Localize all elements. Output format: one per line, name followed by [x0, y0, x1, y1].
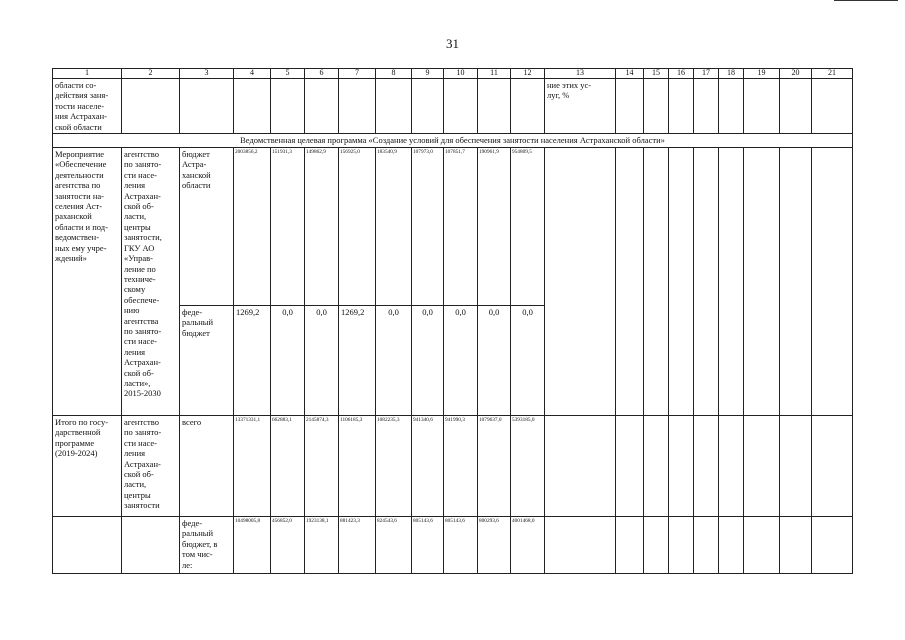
column-number: 17	[694, 69, 719, 79]
total-name: Итого по госу- дарственной программе (2019-2024)	[53, 416, 122, 517]
column-number: 15	[644, 69, 669, 79]
continued-row	[53, 79, 853, 134]
column-number-row	[53, 69, 853, 79]
value-cell: 183540,9	[376, 148, 412, 306]
total-executor: агентство по занято- сти насе- ления Астрахан- ской об- ласти, центры занятости	[122, 416, 180, 517]
value-cell: 1082235,3	[376, 416, 412, 517]
column-number: 19	[744, 69, 780, 79]
value-cell: 13371331,1	[234, 416, 271, 517]
column-number: 12	[511, 69, 545, 79]
program-title: Ведомственная целевая программа «Создание условий для обеспечения занятости населения Астраханской области»	[53, 134, 853, 148]
top-scan-mark	[834, 0, 898, 1]
value-cell: 5393185,0	[511, 416, 545, 517]
value-cell: 456852,0	[271, 517, 305, 574]
column-number: 3	[180, 69, 234, 79]
column-number: 13	[545, 69, 616, 79]
measure-executor: агентство по занято- сти насе- ления Астрахан- ской об- ласти, центры занятости, ГКУ АО «Управ- ление по техниче- скому обеспече- нию агентства по занято- сти насе- ления Астрахан- ской об- ласти», 2015-2030	[122, 148, 180, 416]
continued-indicator-name: области со- действия заня- тости населе- ния Астрахан- ской области	[53, 79, 122, 134]
value-cell: 800293,6	[478, 517, 511, 574]
value-cell: 10498005,8	[234, 517, 271, 574]
value-cell: 2003856,2	[234, 148, 271, 306]
program-title-row	[53, 134, 853, 148]
value-cell: 2145874,3	[305, 416, 339, 517]
value-cell: 0,0	[271, 306, 305, 416]
value-cell: 1269,2	[339, 306, 376, 416]
column-number: 11	[478, 69, 511, 79]
value-cell: 0,0	[444, 306, 478, 416]
column-number: 9	[412, 69, 444, 79]
value-cell: 805143,6	[412, 517, 444, 574]
value-cell: 0,0	[511, 306, 545, 416]
value-cell: 0,0	[478, 306, 511, 416]
total-federal-row	[53, 517, 853, 574]
value-cell: 190961,9	[478, 148, 511, 306]
value-cell: 805143,6	[444, 517, 478, 574]
value-cell: 107973,0	[412, 148, 444, 306]
column-number: 7	[339, 69, 376, 79]
column-number: 20	[780, 69, 812, 79]
funding-source: феде- ральный бюджет, в том чис- ле:	[180, 517, 234, 574]
funding-source: феде- ральный бюджет	[180, 306, 234, 416]
value-cell: 0,0	[376, 306, 412, 416]
value-cell: 156925,0	[339, 148, 376, 306]
continued-indicator-unit: ние этих ус- луг, %	[545, 79, 616, 134]
value-cell: 662883,1	[271, 416, 305, 517]
value-cell: 954809,5	[511, 148, 545, 306]
column-number: 21	[812, 69, 853, 79]
value-cell: 941340,6	[412, 416, 444, 517]
value-cell: 0,0	[412, 306, 444, 416]
value-cell: 151931,3	[271, 148, 305, 306]
value-cell: 1269,2	[234, 306, 271, 416]
column-number: 16	[669, 69, 694, 79]
value-cell: 1106185,3	[339, 416, 376, 517]
column-number: 2	[122, 69, 180, 79]
page-number: 31	[446, 36, 459, 51]
funding-source: всего	[180, 416, 234, 517]
value-cell: 824543,6	[376, 517, 412, 574]
value-cell: 107851,7	[444, 148, 478, 306]
column-number: 1	[53, 69, 122, 79]
value-cell: 1923138,1	[305, 517, 339, 574]
value-cell: 4001468,0	[511, 517, 545, 574]
column-number: 4	[234, 69, 271, 79]
measure-regional-row	[53, 148, 853, 306]
column-number: 6	[305, 69, 339, 79]
column-number: 5	[271, 69, 305, 79]
column-number: 18	[719, 69, 744, 79]
value-cell: 0,0	[305, 306, 339, 416]
funding-source: бюджет Астра- ханской области	[180, 148, 234, 306]
value-cell: 149862,9	[305, 148, 339, 306]
budget-table	[52, 68, 853, 574]
value-cell: 1079637,0	[478, 416, 511, 517]
value-cell: 941990,3	[444, 416, 478, 517]
column-number: 8	[376, 69, 412, 79]
measure-name: Мероприятие «Обеспечение деятельности агентства по занятости на- селения Аст- раханской области и под- ведомствен- ных ему учре- ждений»	[53, 148, 122, 416]
column-number: 14	[616, 69, 644, 79]
value-cell: 881423,3	[339, 517, 376, 574]
total-all-row	[53, 416, 853, 517]
column-number: 10	[444, 69, 478, 79]
